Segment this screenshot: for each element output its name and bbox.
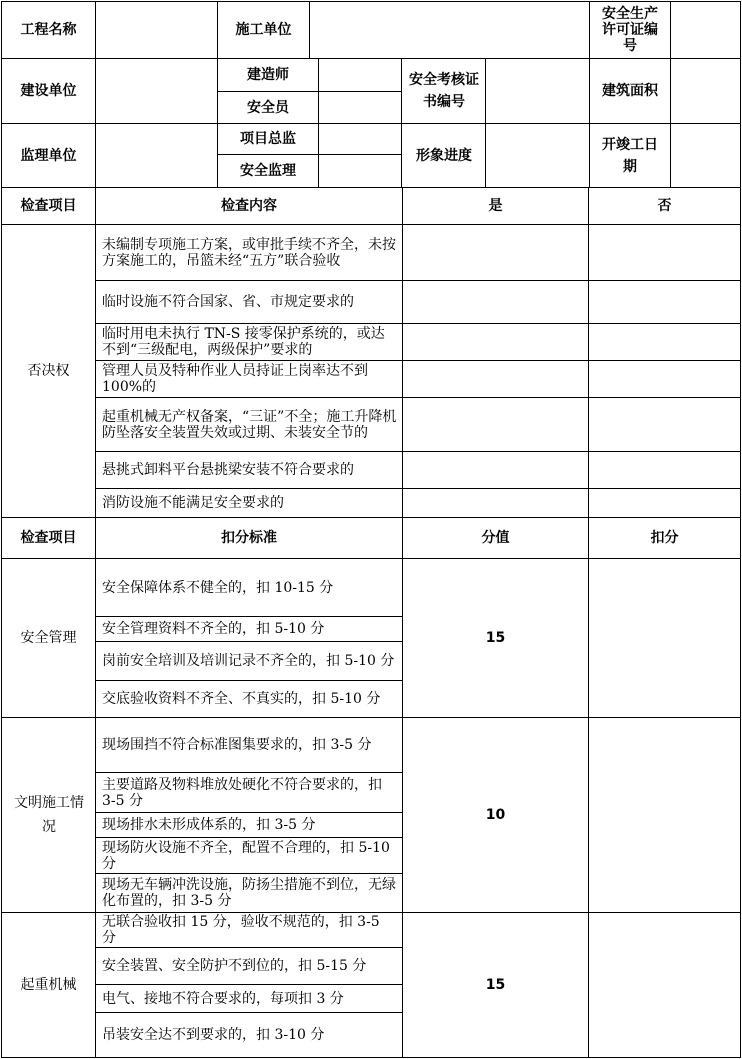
score-row: 安全保障体系不健全的，扣 10-15 分 bbox=[102, 579, 334, 596]
score-group-safety-management: 安全管理 bbox=[20, 630, 77, 646]
veto-row-7: 消防设施不能满足安全要求的 bbox=[102, 495, 284, 511]
score-row: 吊装安全达不到要求的，扣 3-10 分 bbox=[102, 1027, 325, 1043]
constructor-label: 建造师 bbox=[247, 67, 289, 83]
score-row: 现场围挡不符合标准图集要求的，扣 3-5 分 bbox=[102, 737, 372, 753]
chief-supervisor-label: 项目总监 bbox=[240, 131, 296, 147]
score-col-deduct: 扣分 bbox=[650, 530, 679, 546]
score-group-civilized-construction: 文明施工情况 bbox=[14, 795, 84, 835]
score-row: 现场防火设施不齐全，配置不合理的，扣 5-10 分 bbox=[102, 839, 390, 872]
line-v-485 bbox=[485, 58, 486, 187]
progress-label: 形象进度 bbox=[416, 147, 472, 164]
score-row: 电气、接地不符合要求的，每项扣 3 分 bbox=[102, 990, 344, 1007]
safety-cert-label: 安全考核证书编号 bbox=[409, 72, 479, 110]
veto-row-3: 临时用电未执行 TN-S 接零保护系统的，或达不到“三级配电，两级保护”要求的 bbox=[102, 326, 385, 358]
owner-label: 建设单位 bbox=[20, 83, 77, 99]
score-col-item: 检查项目 bbox=[20, 530, 77, 546]
score-row: 无联合验收扣 15 分，验收不规范的，扣 3-5 分 bbox=[102, 914, 380, 946]
line-v-670 bbox=[670, 1, 671, 187]
score-row: 主要道路及物料堆放处硬化不符合要求的，扣 3-5 分 bbox=[102, 776, 382, 809]
score-col-points: 分值 bbox=[481, 530, 510, 546]
veto-row-4: 管理人员及特种作业人员持证上岗率达不到100%的 bbox=[102, 363, 368, 395]
veto-col-content: 检查内容 bbox=[221, 198, 277, 214]
score-points-civilized-construction: 10 bbox=[485, 807, 506, 823]
line-v-95-top bbox=[95, 1, 96, 187]
score-row: 安全装置、安全防护不到位的，扣 5-15 分 bbox=[102, 958, 367, 974]
veto-row-5: 起重机械无产权备案，“三证”不全；施工升降机防坠落安全装置失效或过期、未装安全节的 bbox=[102, 408, 397, 441]
score-col-standard: 扣分标准 bbox=[221, 530, 277, 546]
safety-permit-label: 安全生产许可证编号 bbox=[602, 6, 658, 54]
safety-supervisor-label: 安全监理 bbox=[240, 163, 296, 179]
supervisor-label: 监理单位 bbox=[20, 147, 77, 164]
veto-row-1: 未编制专项施工方案，或审批手续不齐全，未按方案施工的，吊篮未经“五方”联合验收 bbox=[102, 236, 396, 269]
line-v-588 bbox=[588, 187, 589, 1058]
score-group-lifting-machinery: 起重机械 bbox=[20, 977, 77, 993]
veto-col-no: 否 bbox=[657, 198, 672, 214]
veto-row-6: 悬挑式卸料平台悬挑梁安装不符合要求的 bbox=[102, 462, 354, 478]
start-end-date-label: 开竣工日期 bbox=[602, 136, 658, 175]
border-right bbox=[740, 1, 741, 1058]
building-area-label: 建筑面积 bbox=[602, 83, 658, 99]
score-row: 岗前安全培训及培训记录不齐全的，扣 5-10 分 bbox=[102, 653, 395, 669]
score-row: 安全管理资料不齐全的，扣 5-10 分 bbox=[102, 621, 325, 637]
veto-col-item: 检查项目 bbox=[20, 198, 77, 214]
safety-officer-label: 安全员 bbox=[247, 99, 289, 116]
veto-col-yes: 是 bbox=[488, 198, 503, 214]
score-points-lifting-machinery: 15 bbox=[485, 977, 506, 993]
border-bottom bbox=[1, 1057, 741, 1058]
score-row: 交底验收资料不齐全、不真实的，扣 5-10 分 bbox=[102, 691, 381, 707]
line-v-309 bbox=[309, 1, 310, 58]
score-row: 现场无车辆冲洗设施，防扬尘措施不到位，无绿化布置的，扣 3-5 分 bbox=[102, 877, 396, 909]
line-v-318 bbox=[318, 58, 319, 187]
score-row: 现场排水未形成体系的，扣 3-5 分 bbox=[102, 817, 316, 833]
veto-row-2: 临时设施不符合国家、省、市规定要求的 bbox=[102, 294, 354, 310]
veto-group-label: 否决权 bbox=[27, 363, 70, 379]
line-v-401 bbox=[401, 58, 402, 187]
score-points-safety-management: 15 bbox=[485, 630, 506, 646]
project-name-label: 工程名称 bbox=[20, 22, 77, 38]
contractor-label: 施工单位 bbox=[235, 22, 292, 38]
